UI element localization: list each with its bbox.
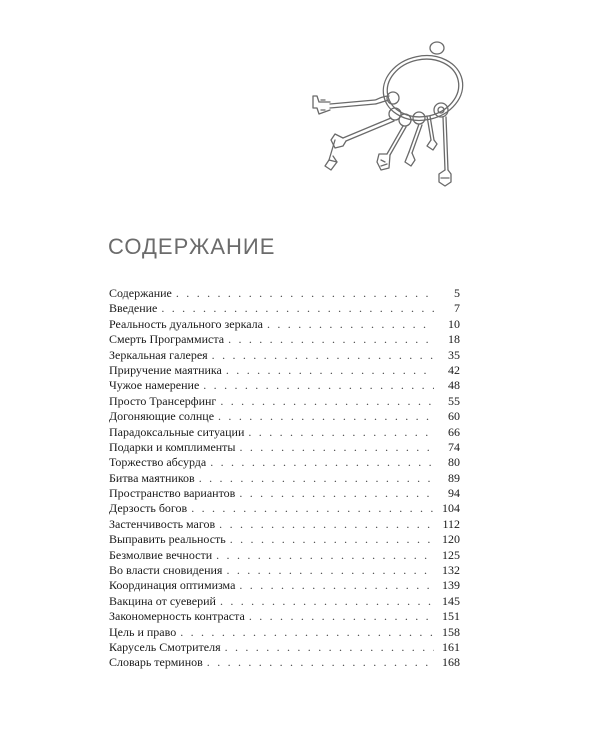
toc-entry[interactable]	[109, 425, 460, 440]
toc-entry-page: 66	[448, 424, 460, 439]
toc-entry-page: 55	[448, 393, 460, 408]
toc-entry-page: 10	[448, 316, 460, 331]
toc-entry-title: Застенчивость магов	[109, 516, 216, 531]
toc-entry[interactable]	[109, 655, 460, 670]
toc-entry-title: Приручение маятника	[109, 362, 222, 377]
keyring-icon	[295, 30, 475, 195]
toc-entry[interactable]	[109, 471, 460, 486]
toc-entry-page: 139	[442, 578, 460, 593]
toc-dot-leader	[191, 501, 434, 516]
toc-dot-leader	[248, 425, 434, 440]
toc-entry[interactable]	[109, 501, 460, 516]
table-of-contents	[109, 286, 460, 671]
toc-entry[interactable]	[109, 548, 460, 563]
toc-entry-page: 60	[448, 409, 460, 424]
toc-entry-page: 145	[442, 593, 460, 608]
toc-dot-leader	[218, 409, 434, 424]
toc-entry-page: 168	[442, 655, 460, 670]
toc-entry-page: 151	[442, 609, 460, 624]
toc-entry[interactable]	[109, 332, 460, 347]
toc-entry-page: 158	[442, 624, 460, 639]
toc-entry-title: Торжество абсурда	[109, 455, 207, 470]
toc-entry[interactable]	[109, 301, 460, 316]
toc-entry-page: 7	[454, 301, 460, 316]
toc-entry[interactable]	[109, 625, 460, 640]
toc-entry-page: 35	[448, 347, 460, 362]
toc-entry-page: 132	[442, 563, 460, 578]
toc-dot-leader	[161, 301, 434, 316]
toc-entry-title: Пространство вариантов	[109, 486, 236, 501]
toc-entry[interactable]	[109, 363, 460, 378]
toc-entry-title: Смерть Программиста	[109, 332, 225, 347]
toc-dot-leader	[176, 286, 434, 301]
toc-entry-page: 104	[442, 501, 460, 516]
toc-dot-leader	[210, 455, 434, 470]
toc-entry-title: Карусель Смотрителя	[109, 639, 221, 654]
toc-entry-title: Дерзость богов	[109, 501, 188, 516]
page-title: СОДЕРЖАНИЕ	[108, 234, 276, 259]
toc-dot-leader	[230, 532, 434, 547]
toc-entry-title: Во власти сновидения	[109, 563, 223, 578]
toc-entry-page: 120	[442, 532, 460, 547]
toc-dot-leader	[226, 563, 434, 578]
toc-entry-title: Введение	[109, 301, 158, 316]
toc-entry[interactable]	[109, 348, 460, 363]
toc-entry-title: Координация оптимизма	[109, 578, 236, 593]
toc-entry[interactable]	[109, 578, 460, 593]
toc-entry-title: Содержание	[109, 286, 172, 300]
toc-entry[interactable]	[109, 409, 460, 424]
toc-entry-title: Подарки и комплименты	[109, 439, 236, 454]
toc-dot-leader	[203, 378, 434, 393]
toc-entry[interactable]	[109, 317, 460, 332]
toc-dot-leader	[228, 332, 434, 347]
toc-entry[interactable]	[109, 486, 460, 501]
toc-entry-page: 48	[448, 378, 460, 393]
toc-dot-leader	[240, 440, 435, 455]
toc-dot-leader	[216, 548, 434, 563]
toc-entry-page: 5	[454, 286, 460, 300]
toc-entry-page: 89	[448, 470, 460, 485]
toc-entry-title: Чужое намерение	[109, 378, 200, 393]
toc-entry-title: Вакцина от суеверий	[109, 593, 216, 608]
toc-dot-leader	[226, 363, 434, 378]
toc-dot-leader	[225, 640, 434, 655]
toc-entry[interactable]	[109, 563, 460, 578]
toc-dot-leader	[212, 348, 434, 363]
toc-entry-title: Просто Трансерфинг	[109, 393, 217, 408]
toc-entry[interactable]	[109, 455, 460, 470]
toc-entry-page: 125	[442, 547, 460, 562]
toc-entry-page: 161	[442, 639, 460, 654]
toc-dot-leader	[239, 486, 434, 501]
toc-dot-leader	[220, 394, 434, 409]
toc-entry[interactable]	[109, 440, 460, 455]
toc-entry-page: 74	[448, 439, 460, 454]
toc-entry-title: Выправить реальность	[109, 532, 226, 547]
toc-entry[interactable]	[109, 394, 460, 409]
toc-dot-leader	[219, 517, 434, 532]
toc-dot-leader	[239, 578, 434, 593]
toc-dot-leader	[267, 317, 434, 332]
toc-dot-leader	[207, 655, 434, 670]
toc-entry-page: 112	[442, 516, 460, 531]
toc-dot-leader	[180, 625, 434, 640]
toc-entry-title: Безмолвие вечности	[109, 547, 213, 562]
toc-entry[interactable]	[109, 517, 460, 532]
toc-entry-title: Догоняющие солнце	[109, 409, 215, 424]
toc-entry[interactable]	[109, 378, 460, 393]
toc-dot-leader	[220, 594, 434, 609]
toc-entry[interactable]	[109, 640, 460, 655]
toc-entry-page: 18	[448, 332, 460, 347]
toc-entry-title: Парадоксальные ситуации	[109, 424, 245, 439]
toc-entry-page: 94	[448, 486, 460, 501]
toc-entry-page: 80	[448, 455, 460, 470]
toc-entry-title: Закономерность контраста	[109, 609, 245, 624]
toc-dot-leader	[199, 471, 434, 486]
toc-dot-leader	[249, 609, 434, 624]
toc-entry-title: Цель и право	[109, 624, 177, 639]
toc-entry[interactable]	[109, 594, 460, 609]
toc-entry[interactable]	[109, 609, 460, 624]
toc-entry-title: Словарь терминов	[109, 655, 203, 670]
toc-entry-title: Битва маятников	[109, 470, 195, 485]
toc-entry-page: 42	[448, 362, 460, 377]
toc-entry[interactable]	[109, 532, 460, 547]
toc-entry-title: Реальность дуального зеркала	[109, 316, 263, 331]
toc-entry-title: Зеркальная галерея	[109, 347, 208, 362]
toc-entry[interactable]	[109, 286, 460, 301]
